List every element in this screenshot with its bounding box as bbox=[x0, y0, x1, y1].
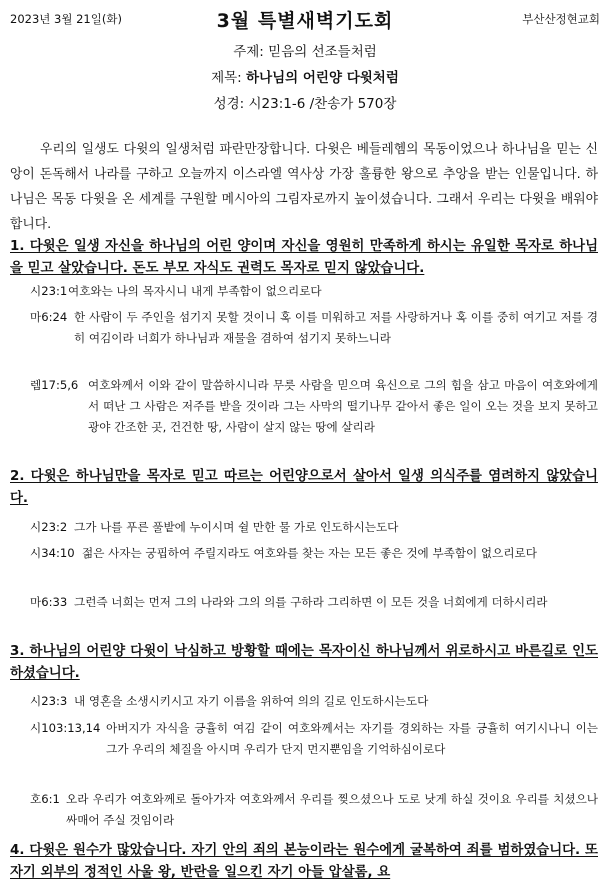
page-title: 3월 특별새벽기도회 bbox=[216, 10, 394, 32]
verse-text: 젊은 사자는 궁핍하여 주릴지라도 여호와를 찾는 자는 모든 좋은 것에 부족함이 없으리로다 bbox=[82, 546, 537, 560]
scripture-line bbox=[0, 92, 610, 112]
verse-text: 그런즉 너희는 먼저 그의 나라와 그의 의를 구하라 그리하면 이 모든 것을 너희에게 더하시리라 bbox=[74, 595, 548, 609]
verse-item bbox=[30, 691, 598, 712]
subject-line bbox=[0, 66, 610, 86]
intro-paragraph: 우리의 일생도 다윗의 일생처럼 파란만장합니다. 다윗은 베들레헴의 목동이었으나 하나님을 믿는 신앙이 돈독해서 나라를 구하고 오늘까지 이스라엘 역사상 가장 훌륭한 왕으로 추앙을 받는 인물입니다. 하나님은 목동 다윗을 온 세계를 구원할 메시아의 그림자로까지 높이셨습니다. 그래서 우리는 다윗을 배워야 합니다. bbox=[10, 142, 598, 232]
verse-item bbox=[30, 281, 598, 302]
verse-item bbox=[30, 517, 598, 538]
date: 2023년 3월 21일(화) bbox=[10, 12, 122, 26]
subject-value: 하나님의 어린양 다윗처럼 bbox=[246, 70, 399, 86]
verse-ref: 마6:24 bbox=[30, 310, 68, 324]
verse-ref: 렘17:5,6 bbox=[30, 378, 79, 392]
verse-item bbox=[30, 375, 598, 438]
verse-item bbox=[30, 789, 598, 831]
verse-item bbox=[30, 718, 598, 760]
verse-ref: 시23:1 bbox=[30, 284, 68, 298]
scripture-label: 성경: bbox=[213, 96, 245, 112]
verse-ref: 시103:13,14 bbox=[30, 721, 101, 735]
theme-value: 믿음의 선조들처럼 bbox=[268, 44, 377, 60]
header bbox=[10, 6, 600, 30]
church-name: 부산산정현교회 bbox=[522, 12, 600, 26]
section-3-heading: 3. 하나님의 어린양 다윗이 낙심하고 방황할 때에는 목자이신 하나님께서 위로하시고 바른길로 인도하셨습니다. bbox=[10, 644, 598, 681]
section-1-heading: 1. 다윗은 일생 자신을 하나님의 어린 양이며 자신을 영원히 만족하게 하시는 유일한 목자로 하나님을 믿고 살았습니다. 돈도 부모 자식도 권력도 목자로 믿지 않았습니다. bbox=[10, 239, 598, 276]
section-4-heading: 4. 다윗은 원수가 많았습니다. 자기 안의 죄의 본능이라는 원수에게 굴복하여 죄를 범하였습니다. 또 자기 외부의 정적인 사울 왕, 반란을 일으킨 자기 아들 압살롬, 요 bbox=[10, 843, 598, 880]
verse-text: 여호와는 나의 목자시니 내게 부족함이 없으리로다 bbox=[68, 284, 322, 298]
verse-ref: 마6:33 bbox=[30, 595, 68, 609]
section-2-heading: 2. 다윗은 하나님만을 목자로 믿고 따르는 어린양으로서 살아서 일생 의식주를 염려하지 않았습니다. bbox=[10, 469, 598, 506]
theme-label: 주제: bbox=[233, 44, 264, 60]
verse-text: 아버지가 자식을 긍휼히 여김 같이 여호와께서는 자기를 경외하는 자를 긍휼히 여기시나니 이는 그가 우리의 체질을 아시며 우리가 단지 먼지뿐임을 기억하심이로다 bbox=[106, 721, 598, 756]
verse-text: 여호와께서 이와 같이 말씀하시니라 무릇 사람을 믿으며 육신으로 그의 힘을 삼고 마음이 여호와에게서 떠난 그 사람은 저주를 받을 것이라 그는 사막의 떨기나무 같아서 좋은 일이 오는 것을 보지 못하고 광야 간조한 곳, 건건한 땅, 사람이 살지 않는 땅에 살리라 bbox=[88, 378, 598, 434]
verse-ref: 시23:3 bbox=[30, 694, 68, 708]
verse-text: 오라 우리가 여호와께로 돌아가자 여호와께서 우리를 찢으셨으나 도로 낫게 하실 것이요 우리를 치셨으나 싸매어 주실 것임이라 bbox=[66, 792, 598, 827]
subject-label: 제목: bbox=[211, 70, 242, 86]
theme-line bbox=[0, 40, 610, 60]
verse-item bbox=[30, 543, 598, 564]
verse-text: 내 영혼을 소생시키시고 자기 이름을 위하여 의의 길로 인도하시는도다 bbox=[74, 694, 429, 708]
verse-ref: 호6:1 bbox=[30, 792, 60, 806]
verse-text: 그가 나를 푸른 풀밭에 누이시며 쉴 만한 물 가로 인도하시는도다 bbox=[74, 520, 399, 534]
verse-text: 한 사람이 두 주인을 섬기지 못할 것이니 혹 이를 미워하고 저를 사랑하거나 혹 이를 중히 여기고 저를 경히 여김이라 너희가 하나님과 재물을 겸하여 섬기지 못하느니라 bbox=[74, 310, 598, 345]
verse-ref: 시23:2 bbox=[30, 520, 68, 534]
verse-item bbox=[30, 307, 598, 349]
scripture-value: 시23:1-6 /찬송가 570장 bbox=[248, 96, 397, 112]
verse-item bbox=[30, 592, 598, 613]
verse-ref: 시34:10 bbox=[30, 546, 75, 560]
